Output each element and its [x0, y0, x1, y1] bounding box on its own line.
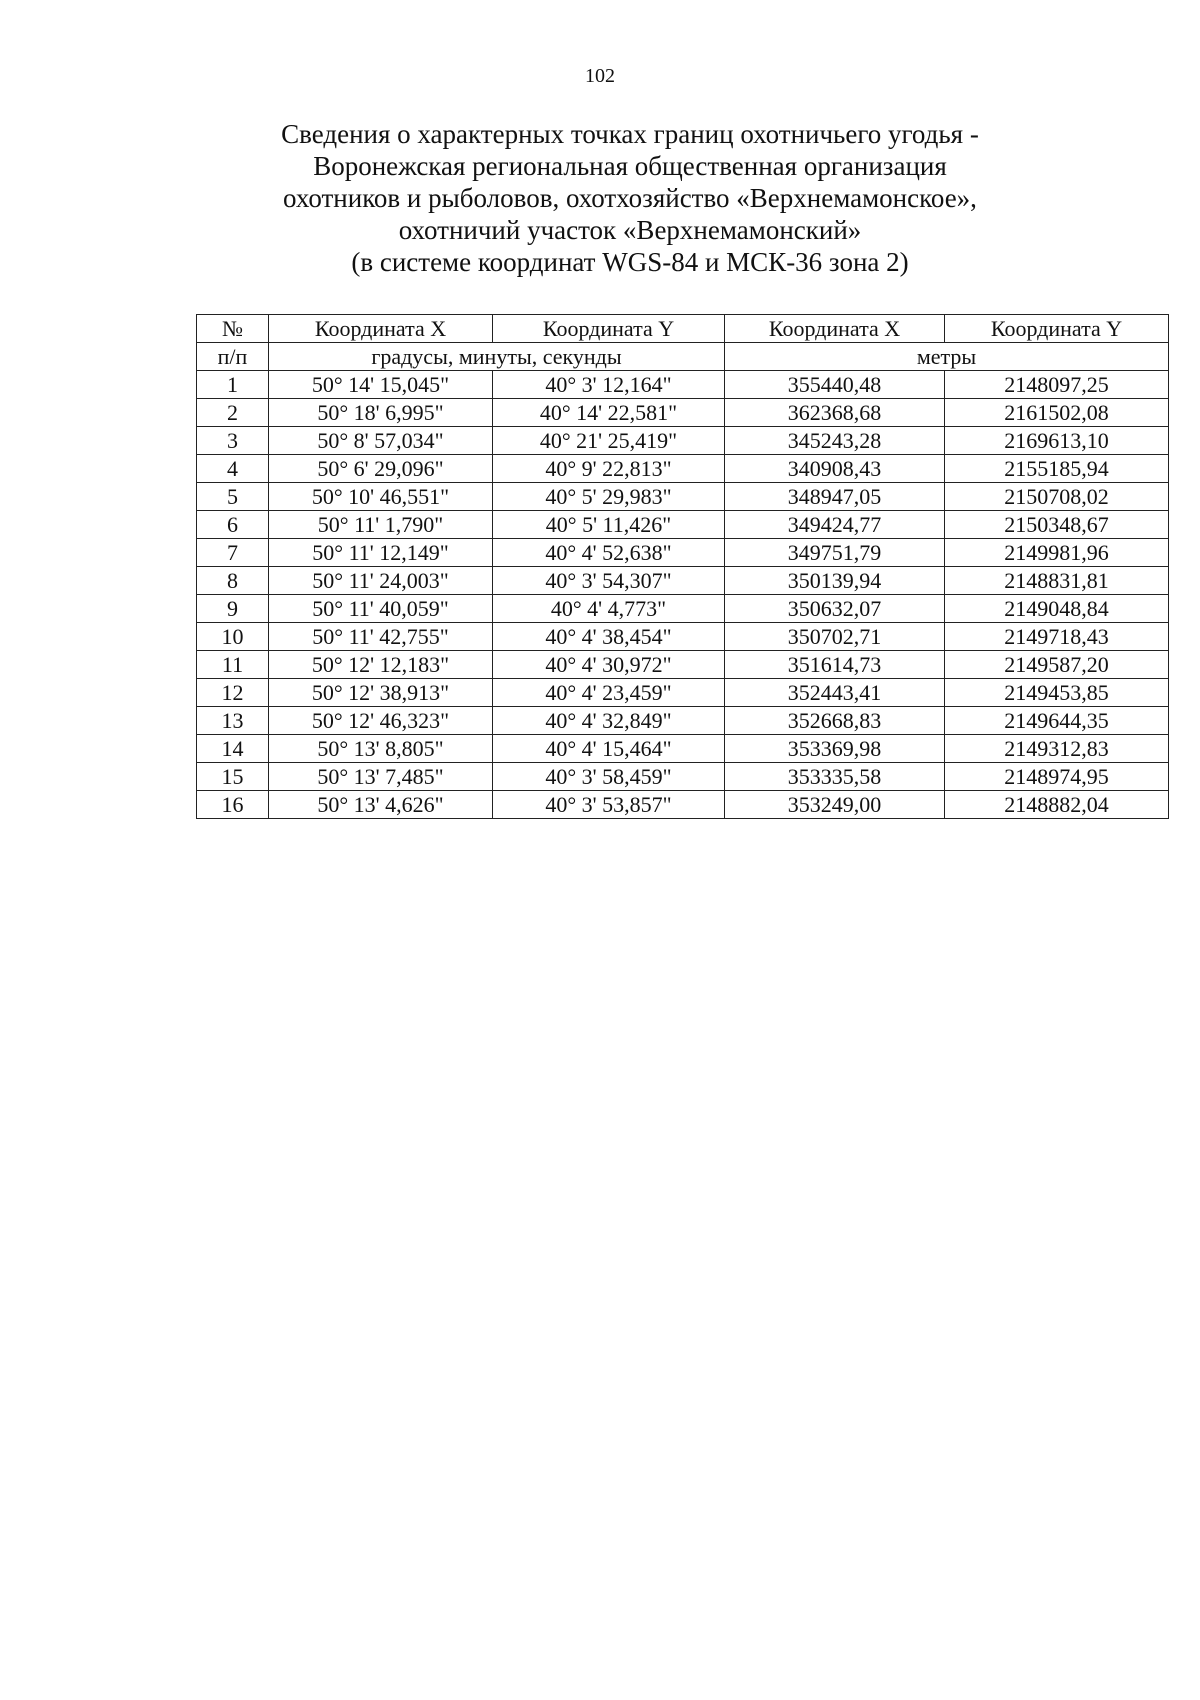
header-units-row: [197, 343, 1169, 371]
coordinates-table: [196, 314, 1169, 819]
table-header: [197, 315, 1169, 371]
header-number-sub: п/п: [197, 343, 269, 371]
cell-coord-y-angular: 40° 3' 58,459": [493, 763, 725, 791]
cell-coord-y-angular: 40° 4' 38,454": [493, 623, 725, 651]
cell-number: 15: [197, 763, 269, 791]
cell-number: 7: [197, 539, 269, 567]
cell-number: 10: [197, 623, 269, 651]
cell-coord-x-metric: 355440,48: [725, 371, 945, 399]
cell-number: 9: [197, 595, 269, 623]
table-row: [197, 539, 1169, 567]
title-line: охотников и рыболовов, охотхозяйство «Верхнемамонское»,: [283, 183, 977, 213]
header-number: №: [197, 315, 269, 343]
table-row: [197, 427, 1169, 455]
cell-coord-x-metric: 348947,05: [725, 483, 945, 511]
cell-number: 16: [197, 791, 269, 819]
cell-coord-y-angular: 40° 5' 11,426": [493, 511, 725, 539]
cell-coord-x-metric: 351614,73: [725, 651, 945, 679]
cell-coord-x-angular: 50° 12' 38,913": [269, 679, 493, 707]
cell-coord-x-metric: 352443,41: [725, 679, 945, 707]
cell-coord-y-metric: 2148974,95: [945, 763, 1169, 791]
cell-coord-y-angular: 40° 3' 53,857": [493, 791, 725, 819]
cell-coord-x-metric: 350139,94: [725, 567, 945, 595]
table-row: [197, 707, 1169, 735]
cell-coord-x-angular: 50° 13' 4,626": [269, 791, 493, 819]
header-angular-units: градусы, минуты, секунды: [269, 343, 725, 371]
table-row: [197, 511, 1169, 539]
cell-number: 2: [197, 399, 269, 427]
table-row: [197, 623, 1169, 651]
cell-coord-y-angular: 40° 4' 4,773": [493, 595, 725, 623]
cell-coord-y-metric: 2149048,84: [945, 595, 1169, 623]
cell-coord-x-angular: 50° 13' 8,805": [269, 735, 493, 763]
table-row: [197, 455, 1169, 483]
cell-coord-y-metric: 2150708,02: [945, 483, 1169, 511]
cell-coord-y-angular: 40° 21' 25,419": [493, 427, 725, 455]
cell-number: 11: [197, 651, 269, 679]
cell-coord-x-angular: 50° 18' 6,995": [269, 399, 493, 427]
cell-number: 8: [197, 567, 269, 595]
header-coord-x-metric: Координата X: [725, 315, 945, 343]
cell-coord-y-metric: 2149981,96: [945, 539, 1169, 567]
table-row: [197, 679, 1169, 707]
cell-coord-y-metric: 2155185,94: [945, 455, 1169, 483]
cell-number: 6: [197, 511, 269, 539]
cell-coord-y-metric: 2148831,81: [945, 567, 1169, 595]
cell-coord-x-metric: 350632,07: [725, 595, 945, 623]
header-coord-y-metric: Координата Y: [945, 315, 1169, 343]
header-coord-y-angular: Координата Y: [493, 315, 725, 343]
table-row: [197, 399, 1169, 427]
table-body: [197, 371, 1169, 819]
document-title: [230, 118, 1030, 278]
cell-coord-y-angular: 40° 3' 12,164": [493, 371, 725, 399]
cell-coord-y-angular: 40° 9' 22,813": [493, 455, 725, 483]
cell-coord-y-metric: 2169613,10: [945, 427, 1169, 455]
cell-coord-y-angular: 40° 4' 23,459": [493, 679, 725, 707]
cell-coord-x-angular: 50° 11' 1,790": [269, 511, 493, 539]
cell-coord-x-metric: 362368,68: [725, 399, 945, 427]
cell-coord-y-angular: 40° 4' 32,849": [493, 707, 725, 735]
cell-coord-y-angular: 40° 5' 29,983": [493, 483, 725, 511]
cell-coord-x-angular: 50° 11' 42,755": [269, 623, 493, 651]
cell-coord-y-angular: 40° 4' 15,464": [493, 735, 725, 763]
header-metric-units: метры: [725, 343, 1169, 371]
table-row: [197, 735, 1169, 763]
cell-number: 13: [197, 707, 269, 735]
cell-coord-x-angular: 50° 11' 12,149": [269, 539, 493, 567]
cell-coord-x-metric: 353249,00: [725, 791, 945, 819]
header-row: [197, 315, 1169, 343]
cell-coord-y-metric: 2148097,25: [945, 371, 1169, 399]
table-row: [197, 651, 1169, 679]
coordinates-table-container: [196, 314, 1168, 819]
cell-coord-x-metric: 353335,58: [725, 763, 945, 791]
cell-coord-x-metric: 345243,28: [725, 427, 945, 455]
cell-coord-x-metric: 349751,79: [725, 539, 945, 567]
cell-coord-y-metric: 2149718,43: [945, 623, 1169, 651]
cell-number: 3: [197, 427, 269, 455]
title-line: Воронежская региональная общественная организация: [313, 151, 947, 181]
cell-coord-x-angular: 50° 6' 29,096": [269, 455, 493, 483]
cell-coord-x-metric: 352668,83: [725, 707, 945, 735]
cell-coord-y-angular: 40° 4' 30,972": [493, 651, 725, 679]
table-row: [197, 483, 1169, 511]
cell-coord-x-angular: 50° 12' 46,323": [269, 707, 493, 735]
cell-coord-y-metric: 2149587,20: [945, 651, 1169, 679]
page-number: 102: [585, 65, 615, 87]
cell-coord-x-angular: 50° 13' 7,485": [269, 763, 493, 791]
cell-coord-y-metric: 2149644,35: [945, 707, 1169, 735]
table-row: [197, 371, 1169, 399]
table-row: [197, 763, 1169, 791]
title-line: охотничий участок «Верхнемамонский»: [398, 215, 862, 245]
cell-coord-x-angular: 50° 8' 57,034": [269, 427, 493, 455]
cell-coord-x-angular: 50° 10' 46,551": [269, 483, 493, 511]
cell-coord-y-angular: 40° 4' 52,638": [493, 539, 725, 567]
header-coord-x-angular: Координата X: [269, 315, 493, 343]
cell-coord-y-metric: 2149453,85: [945, 679, 1169, 707]
cell-coord-y-metric: 2150348,67: [945, 511, 1169, 539]
cell-coord-y-metric: 2161502,08: [945, 399, 1169, 427]
table-row: [197, 791, 1169, 819]
cell-coord-y-angular: 40° 3' 54,307": [493, 567, 725, 595]
cell-number: 14: [197, 735, 269, 763]
cell-coord-x-angular: 50° 12' 12,183": [269, 651, 493, 679]
cell-coord-x-metric: 349424,77: [725, 511, 945, 539]
title-line: Сведения о характерных точках границ охотничьего угодья -: [281, 119, 979, 149]
cell-number: 1: [197, 371, 269, 399]
cell-coord-x-angular: 50° 11' 24,003": [269, 567, 493, 595]
cell-coord-y-angular: 40° 14' 22,581": [493, 399, 725, 427]
title-line: (в системе координат WGS-84 и МСК-36 зона 2): [351, 247, 909, 277]
cell-number: 12: [197, 679, 269, 707]
cell-coord-x-metric: 350702,71: [725, 623, 945, 651]
table-row: [197, 595, 1169, 623]
cell-coord-y-metric: 2148882,04: [945, 791, 1169, 819]
cell-number: 4: [197, 455, 269, 483]
cell-coord-y-metric: 2149312,83: [945, 735, 1169, 763]
cell-number: 5: [197, 483, 269, 511]
table-row: [197, 567, 1169, 595]
cell-coord-x-angular: 50° 11' 40,059": [269, 595, 493, 623]
cell-coord-x-angular: 50° 14' 15,045": [269, 371, 493, 399]
cell-coord-x-metric: 353369,98: [725, 735, 945, 763]
cell-coord-x-metric: 340908,43: [725, 455, 945, 483]
